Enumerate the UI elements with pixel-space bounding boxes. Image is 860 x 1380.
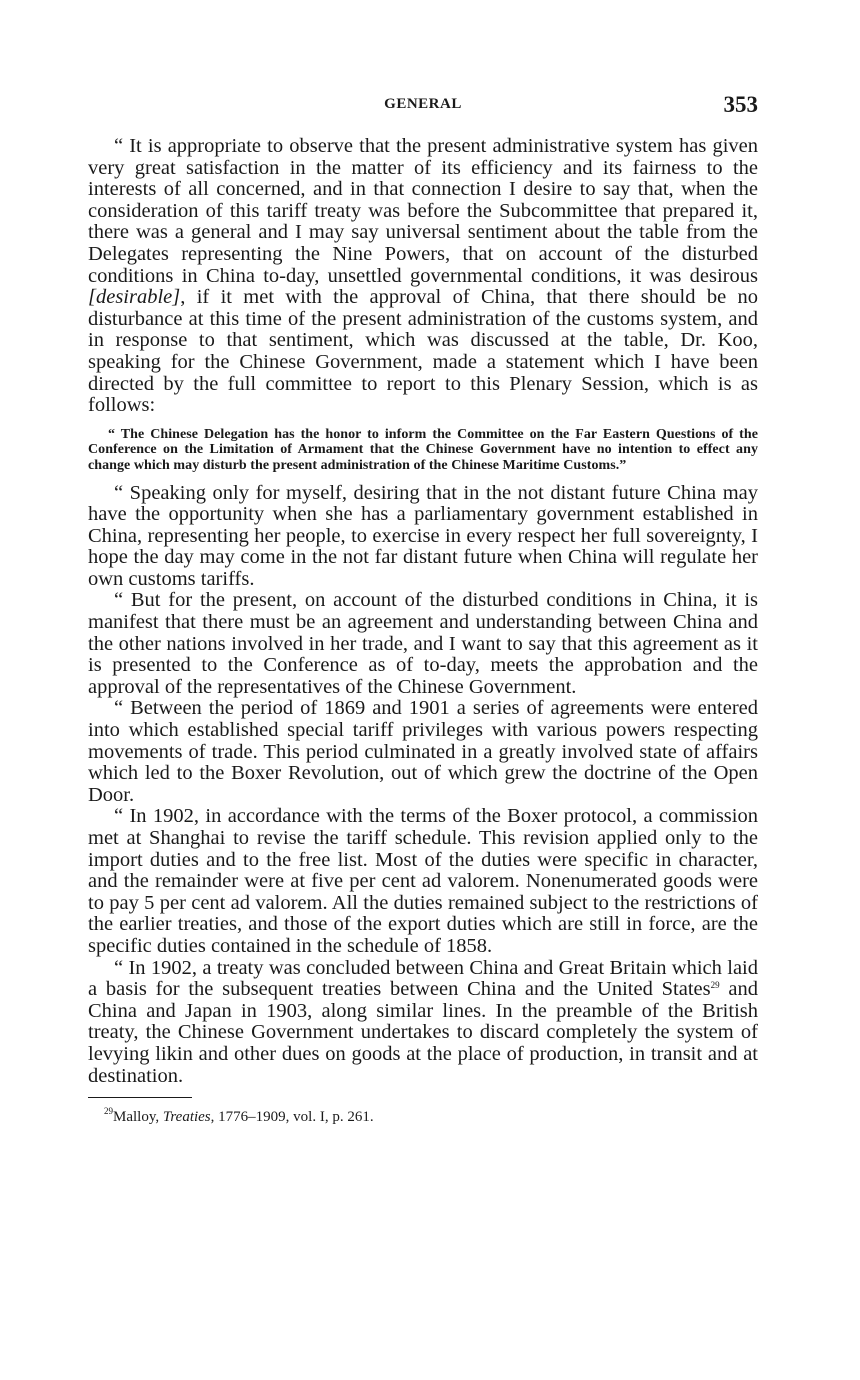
document-page	[88, 92, 758, 1126]
body-paragraph-6	[88, 958, 758, 1088]
paragraph-6-continuation: and China and Japan in 1903, along similar lines. In the preamble of the British treaty, the Chinese Government undertakes to discard completely the system of levying likin and other dues on goods at the place of production, in transit and at destination.	[88, 978, 758, 1087]
paragraph-1-text: “ It is appropriate to observe that the present administrative system has given very great satisfaction in the matter of its efficiency and its fairness to the interests of all concerned, and in that connection I desire to say that, when the consideration of this tariff treaty was before the Subcommittee that prepared it, there was a general and I may say universal sentiment about the table from the Delegates representing the Nine Powers, that on account of the disturbed conditions in China to-day, unsettled governmental conditions, it was desirous	[88, 135, 758, 287]
running-head	[88, 92, 758, 122]
running-head-title: GENERAL	[384, 96, 462, 112]
footnote	[88, 1106, 758, 1126]
page-number: 353	[723, 92, 758, 117]
footnote-marker: 29	[104, 1106, 113, 1117]
paragraph-6-text: “ In 1902, a treaty was concluded between China and Great Britain which laid a basis for the subsequent treaties between China and the United States	[88, 956, 758, 1001]
body-paragraph-2: “ Speaking only for myself, desiring that in the not distant future China may have the opportunity when she has a parliamentary government established in China, representing her people, to exercise in every respect her full sovereignty, I hope the day may come in the not far distant future when China will regulate her own customs tariffs.	[88, 481, 758, 590]
footnote-author: Malloy,	[113, 1109, 163, 1126]
body-paragraph-1	[88, 136, 758, 417]
footnote-citation: , 1776–1909, vol. I, p. 261.	[210, 1109, 374, 1126]
footnote-work-title: Treaties	[162, 1109, 211, 1126]
editorial-insertion: [desirable]	[88, 286, 181, 309]
body-paragraph-3: “ But for the present, on account of the disturbed conditions in China, it is manifest that there must be an agreement and understanding between China and the other nations involved in her trade, and I want to say that this agreement as it is presented to the Conference as of to-day, meets the approbation and the approval of the representatives of the Chinese Government.	[88, 589, 758, 698]
block-quote: “ The Chinese Delegation has the honor to inform the Committee on the Far Eastern Questions of the Conference on the Limitation of Armament that the Chinese Government have no intention to effect any change which may disturb the present administration of the Chinese Maritime Customs.”	[88, 426, 758, 473]
body-paragraph-5: “ In 1902, in accordance with the terms of the Boxer protocol, a commission met at Shanghai to revise the tariff schedule. This revision applied only to the import duties and to the free list. Most of the duties were specific in character, and the remainder were at five per cent ad valorem. Nonenumerated goods were to pay 5 per cent ad valorem. All the duties remained subject to the restrictions of the earlier treaties, and those of the export duties which are still in force, are the specific duties contained in the schedule of 1858.	[88, 805, 758, 957]
footnote-divider	[88, 1097, 192, 1098]
body-paragraph-4: “ Between the period of 1869 and 1901 a series of agreements were entered into which established special tariff privileges with various powers respecting movements of trade. This period culminated in a greatly involved state of affairs which led to the Boxer Revolution, out of which grew the doctrine of the Open Door.	[88, 697, 758, 806]
footnote-reference[interactable]: 29	[710, 980, 720, 991]
paragraph-1-continuation: , if it met with the approval of China, that there should be no disturbance at this time of the present administration of the customs system, and in response to that sentiment, which was discussed at the table, Dr. Koo, speaking for the Chinese Government, made a statement which I have been directed by the full committee to report to this Plenary Session, which is as follows:	[88, 286, 758, 417]
